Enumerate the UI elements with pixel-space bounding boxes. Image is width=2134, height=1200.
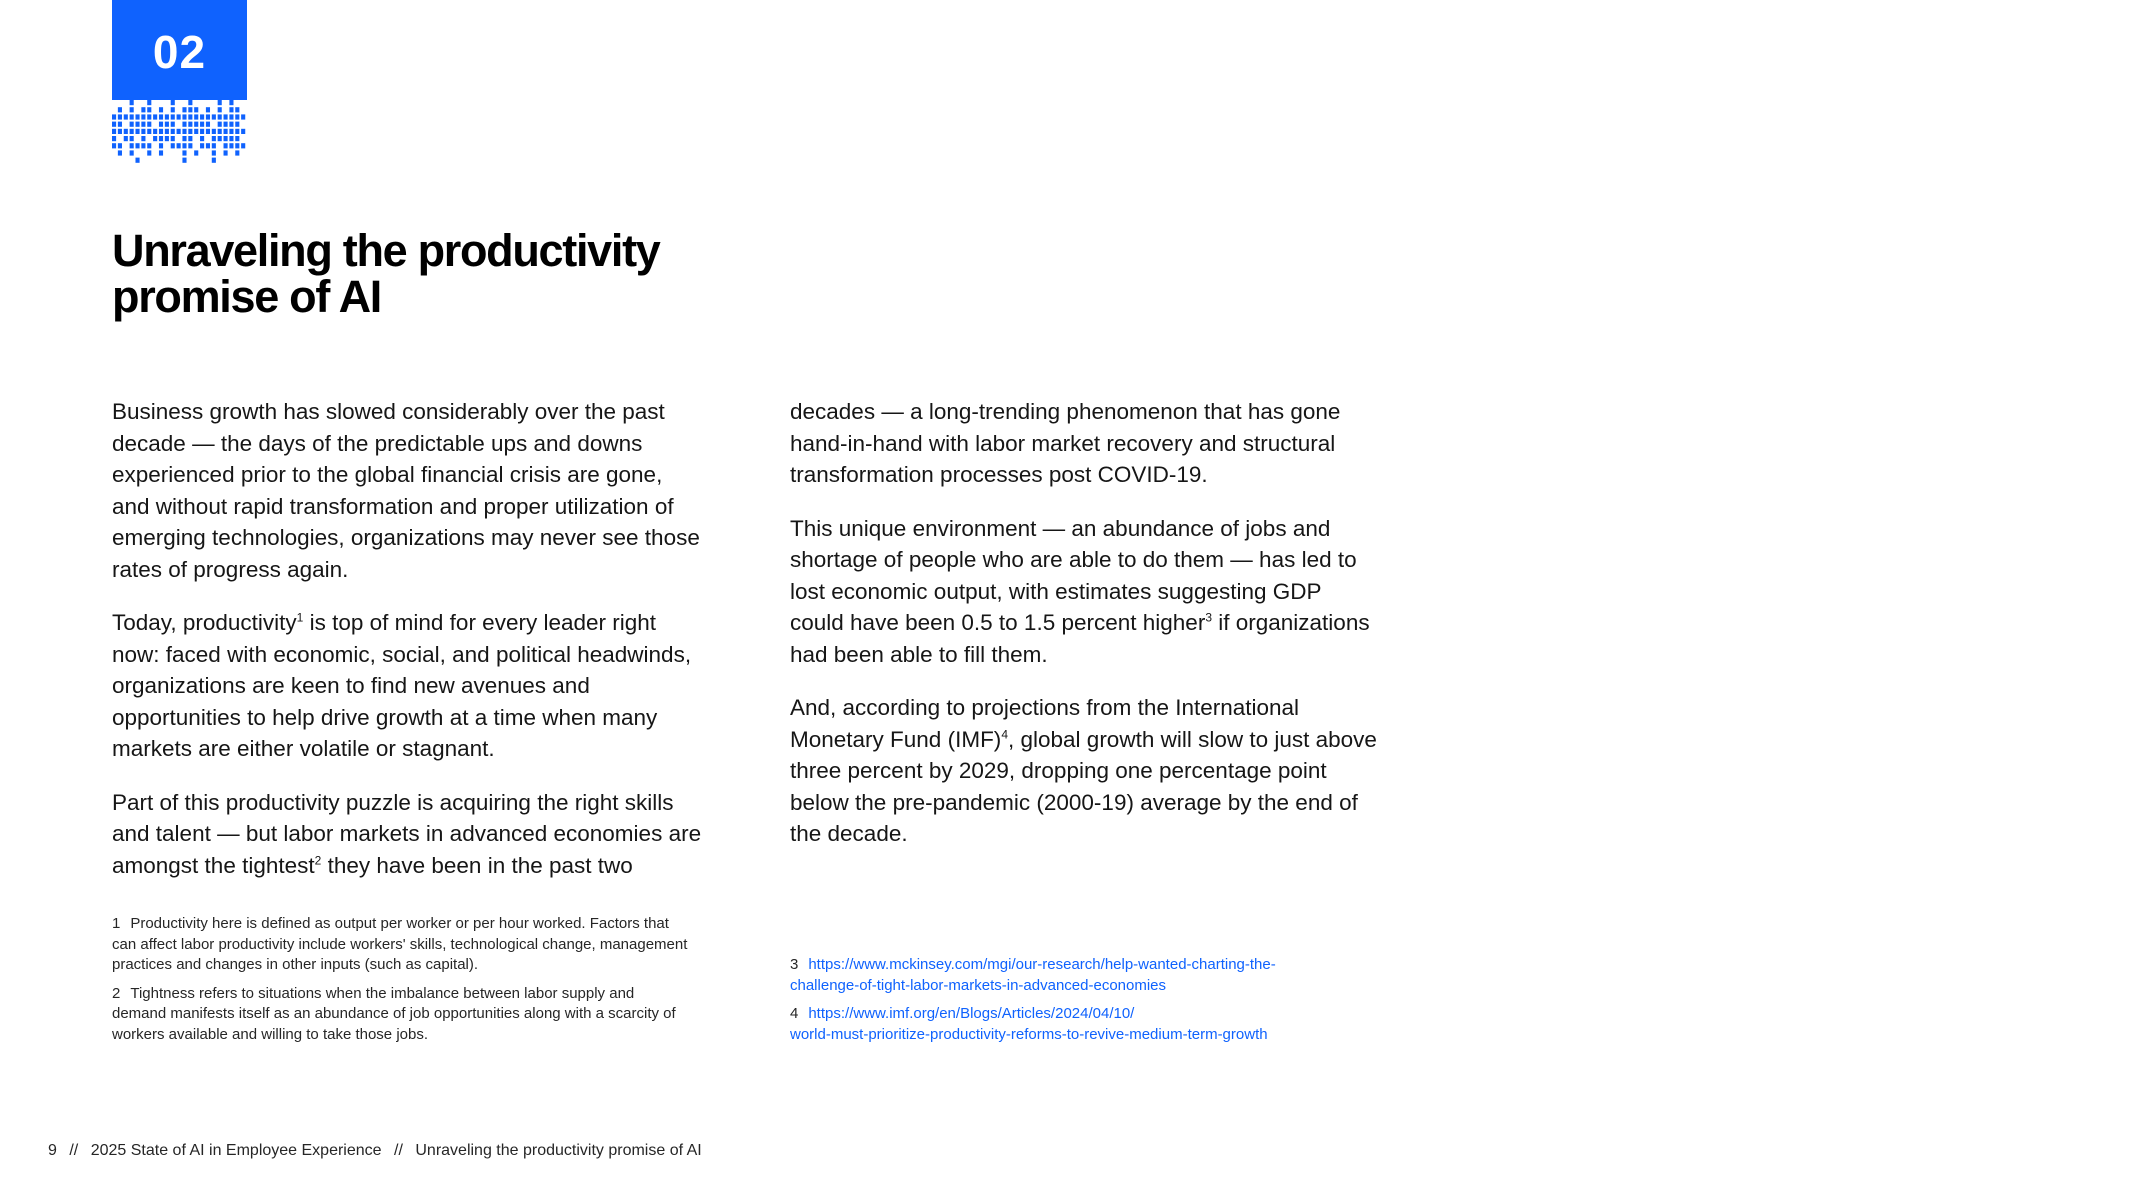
pixel-square xyxy=(200,143,204,148)
pixel-square xyxy=(218,114,222,119)
pixel-square xyxy=(182,129,186,134)
pixel-square xyxy=(135,114,139,119)
pixel-square xyxy=(218,107,222,112)
pixel-square xyxy=(118,143,122,148)
footer-separator: // xyxy=(394,1142,403,1159)
footer-separator: // xyxy=(69,1142,79,1159)
pixel-square xyxy=(224,129,228,134)
pixel-square xyxy=(188,100,192,105)
pixel-square xyxy=(229,136,233,141)
pixel-square xyxy=(235,150,239,155)
pixel-square xyxy=(112,129,116,134)
pixel-square xyxy=(171,100,175,105)
pixel-square xyxy=(241,114,245,119)
pixel-square xyxy=(159,129,163,134)
pixel-square xyxy=(165,129,169,134)
body-paragraph: Part of this productivity puzzle is acquiring the right skills and talent — but labor markets in advanced economies are amongst the tightest$^2$ they have been in the past two xyxy=(112,789,702,878)
pixel-square xyxy=(112,122,116,127)
pixel-square xyxy=(212,158,216,163)
pixel-square xyxy=(159,136,163,141)
footer-section-title: Unraveling the productivity promise of AI xyxy=(415,1142,702,1159)
pixel-square xyxy=(188,107,192,112)
pixel-square xyxy=(194,122,198,127)
pixel-square xyxy=(212,129,216,134)
pixel-square xyxy=(212,136,216,141)
pixel-square xyxy=(188,114,192,119)
pixel-square xyxy=(124,129,128,134)
footnote-3-link[interactable]: https://www.mckinsey.com/mgi/our-research/help-wanted-charting-the- challenge-of-tight-labor-markets-in-advanced-economies xyxy=(790,956,1276,994)
pixel-square xyxy=(112,114,116,119)
pixel-square xyxy=(165,114,169,119)
pixel-square xyxy=(229,114,233,119)
pixel-square xyxy=(147,114,151,119)
pixel-square xyxy=(153,136,157,141)
pixel-square xyxy=(141,136,145,141)
pixel-square xyxy=(182,158,186,163)
pixel-square xyxy=(200,129,204,134)
pixel-square xyxy=(177,129,181,134)
footer-report-title: 2025 State of AI in Employee Experience xyxy=(90,1142,382,1159)
pixel-square xyxy=(206,129,210,134)
pixel-square xyxy=(159,114,163,119)
footnote-ref-2[interactable]: 2 xyxy=(314,853,322,867)
pixel-square xyxy=(118,122,122,127)
pixel-square xyxy=(171,122,175,127)
footnote-3: 3 https://www.mckinsey.com/mgi/our-research/help-wanted-charting-the- challenge-of-tight-labor-markets-in-advanced-economies xyxy=(790,956,1276,994)
pixel-square xyxy=(165,136,169,141)
pixel-square xyxy=(212,114,216,119)
pixel-square xyxy=(182,150,186,155)
pixel-square xyxy=(229,129,233,134)
pixel-square xyxy=(171,114,175,119)
page-footer xyxy=(48,1142,702,1160)
pixel-square xyxy=(241,129,245,134)
pixel-square xyxy=(159,107,163,112)
body-paragraph: This unique environment — an abundance of jobs and shortage of people who are able to do them — has led to lost economic output, with estimates suggesting GDP could have been 0.5 to 1.5 percent higher$^3$ if organizations had been able to fill them. xyxy=(790,515,1370,667)
pixel-square xyxy=(229,107,233,112)
pixel-square xyxy=(159,150,163,155)
page-number: 9 xyxy=(48,1142,57,1159)
pixel-square xyxy=(130,143,134,148)
pixel-square xyxy=(182,114,186,119)
pixel-square xyxy=(171,107,175,112)
footnotes-left xyxy=(112,914,692,1053)
footnotes-right xyxy=(790,955,1390,1053)
pixel-square xyxy=(165,122,169,127)
pixel-square xyxy=(206,143,210,148)
pixel-square xyxy=(235,114,239,119)
pixel-square xyxy=(118,114,122,119)
pixel-square xyxy=(224,122,228,127)
pixel-square xyxy=(229,143,233,148)
pixel-square xyxy=(235,136,239,141)
pixel-square xyxy=(206,107,210,112)
pixel-square xyxy=(218,136,222,141)
pixel-square xyxy=(188,143,192,148)
pixel-square xyxy=(235,143,239,148)
pixel-square xyxy=(218,122,222,127)
pixel-square xyxy=(206,122,210,127)
pixel-square xyxy=(229,100,233,105)
pixel-square xyxy=(135,122,139,127)
pixel-square xyxy=(182,122,186,127)
pixel-square xyxy=(130,129,134,134)
pixel-square xyxy=(194,107,198,112)
pixel-square xyxy=(182,143,186,148)
pixel-square xyxy=(124,114,128,119)
pixel-square xyxy=(141,143,145,148)
pixel-square xyxy=(218,100,222,105)
footnote-1: 1 Productivity here is defined as output per worker or per hour worked. Factors that can affect labor productivity include workers' skills, technological change, management practices and changes in other inputs (such as capital). xyxy=(112,915,688,973)
pixel-square xyxy=(206,114,210,119)
pixel-square xyxy=(130,107,134,112)
pixel-square xyxy=(130,122,134,127)
pixel-square xyxy=(171,129,175,134)
body-paragraph: Today, productivity$^1$ is top of mind for every leader right now: faced with economic, social, and political headwinds, organizations are keen to find new avenues and opportunities to help drive growth at a time when many markets are either volatile or stagnant. xyxy=(112,610,692,761)
body-paragraph: Business growth has slowed considerably over the past decade — the days of the predictable ups and downs experienced prior to the global financial crisis are gone, and without rapid transformation and proper utilization of emerging technologies, organizations may never see those rates of progress again. xyxy=(112,399,700,582)
pixel-square xyxy=(159,122,163,127)
chapter-badge xyxy=(112,0,247,100)
pixel-square xyxy=(135,158,139,163)
footnote-4-link[interactable]: https://www.imf.org/en/Blogs/Articles/2024/04/10/ world-must-prioritize-productivity-reforms-to-revive-medium-term-growth xyxy=(790,1005,1268,1043)
page-title-line-2: promise of AI xyxy=(112,271,381,322)
pixel-square xyxy=(171,136,175,141)
pixel-square xyxy=(147,107,151,112)
pixel-square xyxy=(141,114,145,119)
pixel-square xyxy=(112,136,116,141)
pixel-square xyxy=(112,143,116,148)
pixel-square xyxy=(200,136,204,141)
footnote-2: 2 Tightness refers to situations when the imbalance between labor supply and demand manifests itself as an abundance of job opportunities along with a scarcity of workers available and willing to take those jobs. xyxy=(112,984,676,1043)
page-title-line-1: Unraveling the productivity xyxy=(112,225,660,276)
pixel-square xyxy=(188,129,192,134)
pixel-square xyxy=(130,136,134,141)
pixel-square xyxy=(224,114,228,119)
pixel-square xyxy=(235,122,239,127)
pixel-square xyxy=(212,150,216,155)
pixel-square xyxy=(130,150,134,155)
pixel-square xyxy=(141,122,145,127)
pixel-square xyxy=(147,100,151,105)
pixel-square xyxy=(241,143,245,148)
pixel-square xyxy=(153,114,157,119)
page-title xyxy=(112,225,732,322)
pixel-square xyxy=(124,136,128,141)
footnote-ref-4[interactable]: 4 xyxy=(1001,727,1008,741)
footnote-4: 4 https://www.imf.org/en/Blogs/Articles/2024/04/10/ world-must-prioritize-productivity-reforms-to-revive-medium-term-growth xyxy=(790,1005,1268,1043)
body-paragraph: decades — a long-trending phenomenon that has gone hand-in-hand with labor market recovery and structural transformation processes post COVID-19. xyxy=(790,399,1341,487)
footnote-ref-1[interactable]: 1 xyxy=(296,610,304,625)
pixel-square xyxy=(147,129,151,134)
pixel-square xyxy=(147,143,151,148)
pixel-square xyxy=(177,143,181,148)
pixel-square xyxy=(182,136,186,141)
pixel-square xyxy=(135,129,139,134)
pixel-square xyxy=(147,122,151,127)
chapter-number: 02 xyxy=(152,26,207,78)
body-column-left xyxy=(112,396,702,903)
pixel-square xyxy=(224,136,228,141)
pixel-square xyxy=(235,129,239,134)
body-column-right xyxy=(790,396,1380,872)
pixel-square xyxy=(182,107,186,112)
pixel-square xyxy=(147,150,151,155)
pixel-square xyxy=(194,114,198,119)
pixel-square xyxy=(153,129,157,134)
body-paragraph: And, according to projections from the International Monetary Fund (IMF)$^4$, global growth will slow to just above three percent by 2029, dropping one percentage point below the pre-pandemic (2000-19) average by the end of the decade. xyxy=(790,695,1377,846)
pixel-square xyxy=(130,100,134,105)
pixel-square xyxy=(118,150,122,155)
pixel-square xyxy=(188,136,192,141)
pixel-square xyxy=(141,129,145,134)
pixel-square xyxy=(224,143,228,148)
pixel-square xyxy=(218,129,222,134)
pixel-square xyxy=(200,114,204,119)
pixel-square xyxy=(118,129,122,134)
footnote-ref-3[interactable]: 3 xyxy=(1205,610,1212,625)
pixel-square xyxy=(171,143,175,148)
pixel-square xyxy=(177,114,181,119)
pixel-square xyxy=(135,143,139,148)
pixel-pattern-decoration xyxy=(112,100,247,168)
pixel-square xyxy=(118,107,122,112)
pixel-square xyxy=(229,122,233,127)
pixel-square xyxy=(159,143,163,148)
pixel-square xyxy=(188,122,192,127)
pixel-square xyxy=(212,143,216,148)
pixel-square xyxy=(141,107,145,112)
pixel-square xyxy=(224,150,228,155)
pixel-square xyxy=(235,107,239,112)
pixel-square xyxy=(194,150,198,155)
pixel-square xyxy=(130,114,134,119)
pixel-square xyxy=(194,129,198,134)
pixel-square xyxy=(200,122,204,127)
